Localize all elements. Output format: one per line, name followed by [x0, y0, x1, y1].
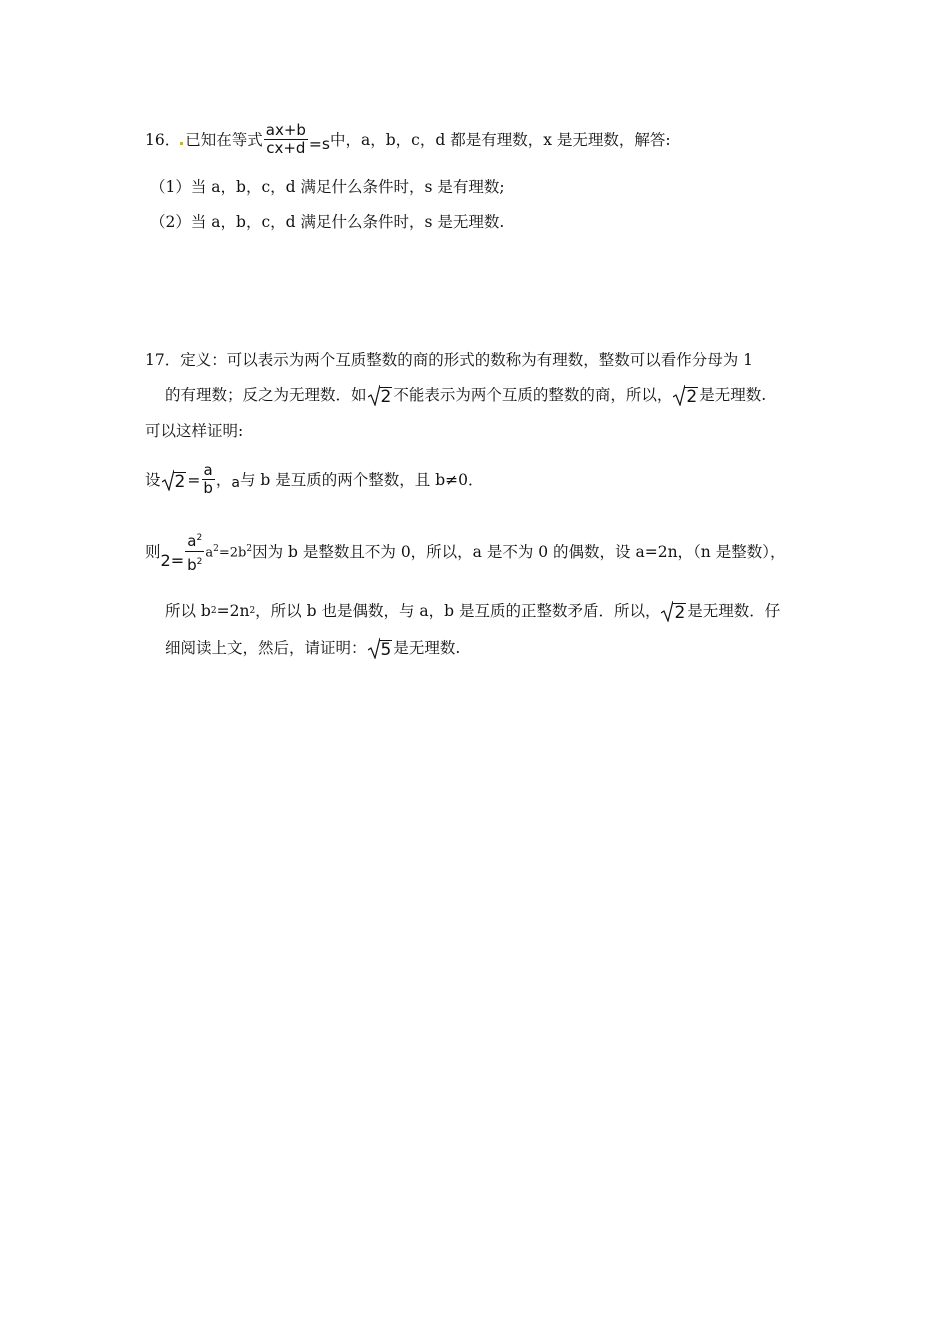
mid-b-exp: 2: [246, 544, 253, 555]
q17-line6: [165, 600, 780, 622]
q17-line4-eq: =: [187, 470, 201, 489]
sqrt-2-radical: [661, 600, 686, 622]
frac-denominator: b: [203, 479, 213, 497]
q17-line5-rest: 因为 b 是整数且不为 0，所以，a 是不为 0 的偶数，设 a=2n，（n 是整数），: [252, 542, 786, 561]
line6-exp1: 2: [210, 606, 217, 616]
q16-fraction: [264, 122, 308, 157]
q17-line7-b: 是无理数.: [393, 639, 461, 657]
mark-dot: [180, 142, 183, 145]
q17-line2-c: 是无理数.: [699, 386, 767, 404]
q16-number: 16．: [145, 130, 181, 149]
q17-line2-a: 的有理数；反之为无理数．如: [165, 386, 367, 404]
q17-line4-comma: ，: [215, 470, 232, 489]
q17-number: 17．: [145, 351, 181, 369]
radicand: 2: [674, 603, 686, 623]
q17-line4-rest: 与 b 是互质的两个整数，且 b≠0．: [239, 470, 484, 489]
radicand: 2: [686, 387, 698, 407]
q17-definition: 定义：可以表示为两个互质整数的商的形式的数称为有理数，整数可以看作分母为 1: [180, 351, 754, 369]
q17-line1: [145, 349, 753, 371]
q17-line7: [165, 637, 460, 659]
q17-line2-b: 不能表示为两个互质的整数的商，所以，: [393, 386, 673, 404]
frac-numerator: a: [203, 461, 213, 479]
frac-num-exp: 2: [196, 533, 203, 543]
q17-line4-a2: a: [231, 474, 240, 491]
frac-den-base: b: [187, 556, 197, 574]
q16-part1: （1）当 a，b，c，d 满足什么条件时，s 是有理数;: [150, 178, 505, 196]
q17-line7-a: 细阅读上文，然后，请证明：: [165, 639, 367, 657]
radical-sign-icon: [368, 637, 380, 659]
radical-sign-icon: [368, 384, 380, 406]
radical-sign-icon: [162, 469, 174, 491]
q17-line6-d: 是无理数．仔: [687, 602, 781, 620]
radicand: 5: [380, 640, 392, 660]
sqrt-2-radical: [673, 384, 698, 406]
q17-line6-b: =2n: [216, 602, 250, 620]
q17-line4-fraction: [201, 462, 215, 497]
q16-rest: 中，a，b，c，d 都是有理数，x 是无理数，解答:: [330, 130, 671, 149]
q17-line5-a: 则: [145, 542, 161, 561]
q16-frac-denominator: cx+d: [266, 139, 306, 157]
radicand: 2: [174, 471, 186, 492]
q17-line6-c: ，所以 b 也是偶数，与 a，b 是互质的正整数矛盾．所以，: [255, 602, 661, 620]
q17-line3: 可以这样证明:: [145, 422, 244, 440]
frac-num-base: a: [187, 532, 197, 550]
line6-exp2: 2: [249, 606, 256, 616]
q16-frac-numerator: ax+b: [265, 121, 306, 139]
q16-stem: [145, 122, 671, 157]
radical-sign-icon: [661, 600, 673, 622]
q17-line5-two: 2=: [160, 550, 185, 570]
q16-part2: （2）当 a，b，c，d 满足什么条件时，s 是无理数.: [150, 213, 505, 231]
mid-a: a: [205, 545, 214, 561]
radicand: 2: [380, 387, 392, 407]
mid-b: =2b: [218, 545, 247, 561]
q17-line6-a: 所以 b: [165, 602, 211, 620]
radical-sign-icon: [673, 384, 685, 406]
q16-intro: 已知在等式: [185, 130, 263, 149]
q17-line4: [145, 462, 483, 497]
frac-denominator: [185, 552, 204, 575]
q17-line5: [145, 528, 785, 575]
sqrt-5-radical: [368, 637, 393, 659]
mid-a-exp: 2: [213, 544, 219, 555]
frac-den-exp: 2: [196, 557, 203, 567]
frac-numerator: [185, 528, 204, 552]
q17-line5-fraction: [185, 528, 204, 575]
q17-line5-mid: [205, 538, 252, 564]
sqrt-2-radical: [162, 469, 187, 491]
q17-line4-a: 设: [145, 470, 161, 489]
q16-eq-s: =s: [308, 134, 330, 153]
sqrt-2-radical: [368, 384, 393, 406]
q17-line2: [165, 384, 766, 406]
